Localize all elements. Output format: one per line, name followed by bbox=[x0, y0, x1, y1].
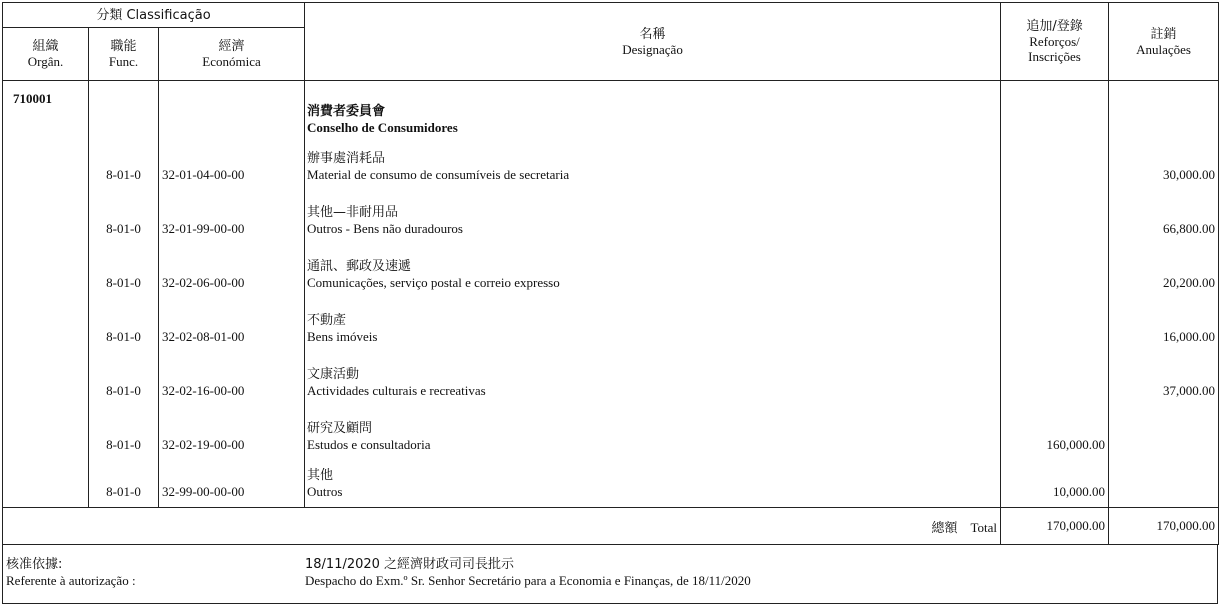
designation-zh: 名稱 bbox=[639, 26, 666, 42]
row-annulment: 66,800.00 bbox=[1109, 190, 1219, 244]
entity-code: 710001 bbox=[3, 81, 89, 137]
row-reinforcement: 10,000.00 bbox=[1001, 460, 1109, 508]
row-annulment: 30,000.00 bbox=[1109, 136, 1219, 190]
table-row bbox=[3, 352, 1219, 406]
row-annulment: 20,200.00 bbox=[1109, 244, 1219, 298]
row-name-zh: 通訊、郵政及速遞 bbox=[307, 259, 412, 274]
authorization-label-zh: 核准依據: bbox=[6, 557, 63, 572]
authorization-footer bbox=[2, 545, 1218, 604]
entity-name-pt: Conselho de Consumidores bbox=[307, 120, 458, 135]
func-header bbox=[89, 28, 159, 81]
row-reinforcement bbox=[1001, 298, 1109, 352]
total-row bbox=[3, 508, 1219, 545]
row-name-zh: 研究及顧問 bbox=[307, 421, 373, 436]
total-label-zh: 總額 bbox=[931, 520, 958, 536]
row-designation bbox=[305, 352, 1001, 406]
row-annulment: 37,000.00 bbox=[1109, 352, 1219, 406]
econ-zh: 經濟 bbox=[218, 39, 245, 54]
budget-document bbox=[2, 2, 1220, 604]
authorization-text-zh: 18/11/2020 之經濟財政司司長批示 bbox=[305, 557, 515, 572]
reinforcements-header bbox=[1001, 3, 1109, 81]
row-designation bbox=[305, 244, 1001, 298]
func-code: 8-01-0 bbox=[89, 244, 159, 298]
econ-code: 32-02-16-00-00 bbox=[159, 352, 305, 406]
table-row bbox=[3, 298, 1219, 352]
organ-pt: Orgân. bbox=[27, 54, 64, 69]
row-name-pt: Estudos e consultadoria bbox=[307, 437, 431, 452]
reinforcements-pt1: Reforços/ bbox=[1029, 34, 1080, 49]
econ-pt: Económica bbox=[202, 54, 261, 69]
econ-code: 32-99-00-00-00 bbox=[159, 460, 305, 508]
row-name-pt: Material de consumo de consumíveis de secretaria bbox=[307, 167, 570, 182]
table-row bbox=[3, 136, 1219, 190]
annulments-zh: 註銷 bbox=[1150, 26, 1177, 42]
header-row-top bbox=[3, 3, 1219, 28]
row-name-zh: 文康活動 bbox=[307, 367, 360, 382]
total-label bbox=[3, 508, 1001, 545]
row-annulment bbox=[1109, 460, 1219, 508]
total-annulment: 170,000.00 bbox=[1109, 508, 1219, 545]
econ-code: 32-01-04-00-00 bbox=[159, 136, 305, 190]
authorization-text-pt: Despacho do Exm.º Sr. Senhor Secretário para a Economia e Finanças, de 18/11/2020 bbox=[305, 573, 751, 588]
row-designation bbox=[305, 136, 1001, 190]
row-name-pt: Comunicações, serviço postal e correio expresso bbox=[307, 275, 560, 290]
row-designation bbox=[305, 406, 1001, 460]
func-code: 8-01-0 bbox=[89, 460, 159, 508]
entity-row bbox=[3, 81, 1219, 137]
authorization-text bbox=[305, 557, 751, 589]
reinforcements-pt2: Inscrições bbox=[1028, 49, 1081, 64]
row-reinforcement bbox=[1001, 190, 1109, 244]
row-name-pt: Outros bbox=[307, 484, 343, 499]
table-row bbox=[3, 190, 1219, 244]
row-designation bbox=[305, 460, 1001, 508]
row-name-pt: Outros - Bens não duradouros bbox=[307, 221, 463, 236]
row-designation bbox=[305, 190, 1001, 244]
row-name-zh: 不動產 bbox=[307, 313, 347, 328]
table-row bbox=[3, 460, 1219, 508]
row-reinforcement: 160,000.00 bbox=[1001, 406, 1109, 460]
row-name-pt: Actividades culturais e recreativas bbox=[307, 383, 486, 398]
econ-header bbox=[159, 28, 305, 81]
row-reinforcement bbox=[1001, 244, 1109, 298]
func-code: 8-01-0 bbox=[89, 190, 159, 244]
classification-header: 分類 Classificação bbox=[3, 3, 305, 28]
entity-name-zh: 消費者委員會 bbox=[307, 104, 386, 119]
total-reinforcement: 170,000.00 bbox=[1001, 508, 1109, 545]
func-code: 8-01-0 bbox=[89, 298, 159, 352]
row-name-zh: 其他 bbox=[307, 468, 334, 483]
func-pt: Func. bbox=[108, 54, 139, 69]
func-code: 8-01-0 bbox=[89, 406, 159, 460]
row-reinforcement bbox=[1001, 136, 1109, 190]
annulments-pt: Anulações bbox=[1136, 41, 1191, 57]
row-name-zh: 辦事處消耗品 bbox=[307, 151, 386, 166]
row-annulment bbox=[1109, 406, 1219, 460]
row-name-zh: 其他—非耐用品 bbox=[307, 205, 399, 220]
row-annulment: 16,000.00 bbox=[1109, 298, 1219, 352]
table-row bbox=[3, 244, 1219, 298]
func-code: 8-01-0 bbox=[89, 352, 159, 406]
row-designation bbox=[305, 298, 1001, 352]
authorization-label bbox=[6, 557, 136, 589]
econ-code: 32-02-19-00-00 bbox=[159, 406, 305, 460]
total-label-pt: Total bbox=[970, 519, 998, 535]
annulments-header bbox=[1109, 3, 1219, 81]
designation-pt: Designação bbox=[622, 41, 683, 57]
row-name-pt: Bens imóveis bbox=[307, 329, 378, 344]
row-reinforcement bbox=[1001, 352, 1109, 406]
entity-designation bbox=[305, 81, 1001, 137]
econ-code: 32-02-06-00-00 bbox=[159, 244, 305, 298]
authorization-label-pt: Referente à autorização : bbox=[6, 573, 136, 588]
func-zh: 職能 bbox=[110, 39, 137, 54]
func-code: 8-01-0 bbox=[89, 136, 159, 190]
reinforcements-zh: 追加/登錄 bbox=[1026, 19, 1083, 34]
econ-code: 32-02-08-01-00 bbox=[159, 298, 305, 352]
econ-code: 32-01-99-00-00 bbox=[159, 190, 305, 244]
budget-table bbox=[2, 2, 1219, 545]
designation-header bbox=[305, 3, 1001, 81]
table-row bbox=[3, 406, 1219, 460]
organ-zh: 組織 bbox=[32, 39, 59, 54]
organ-header bbox=[3, 28, 89, 81]
